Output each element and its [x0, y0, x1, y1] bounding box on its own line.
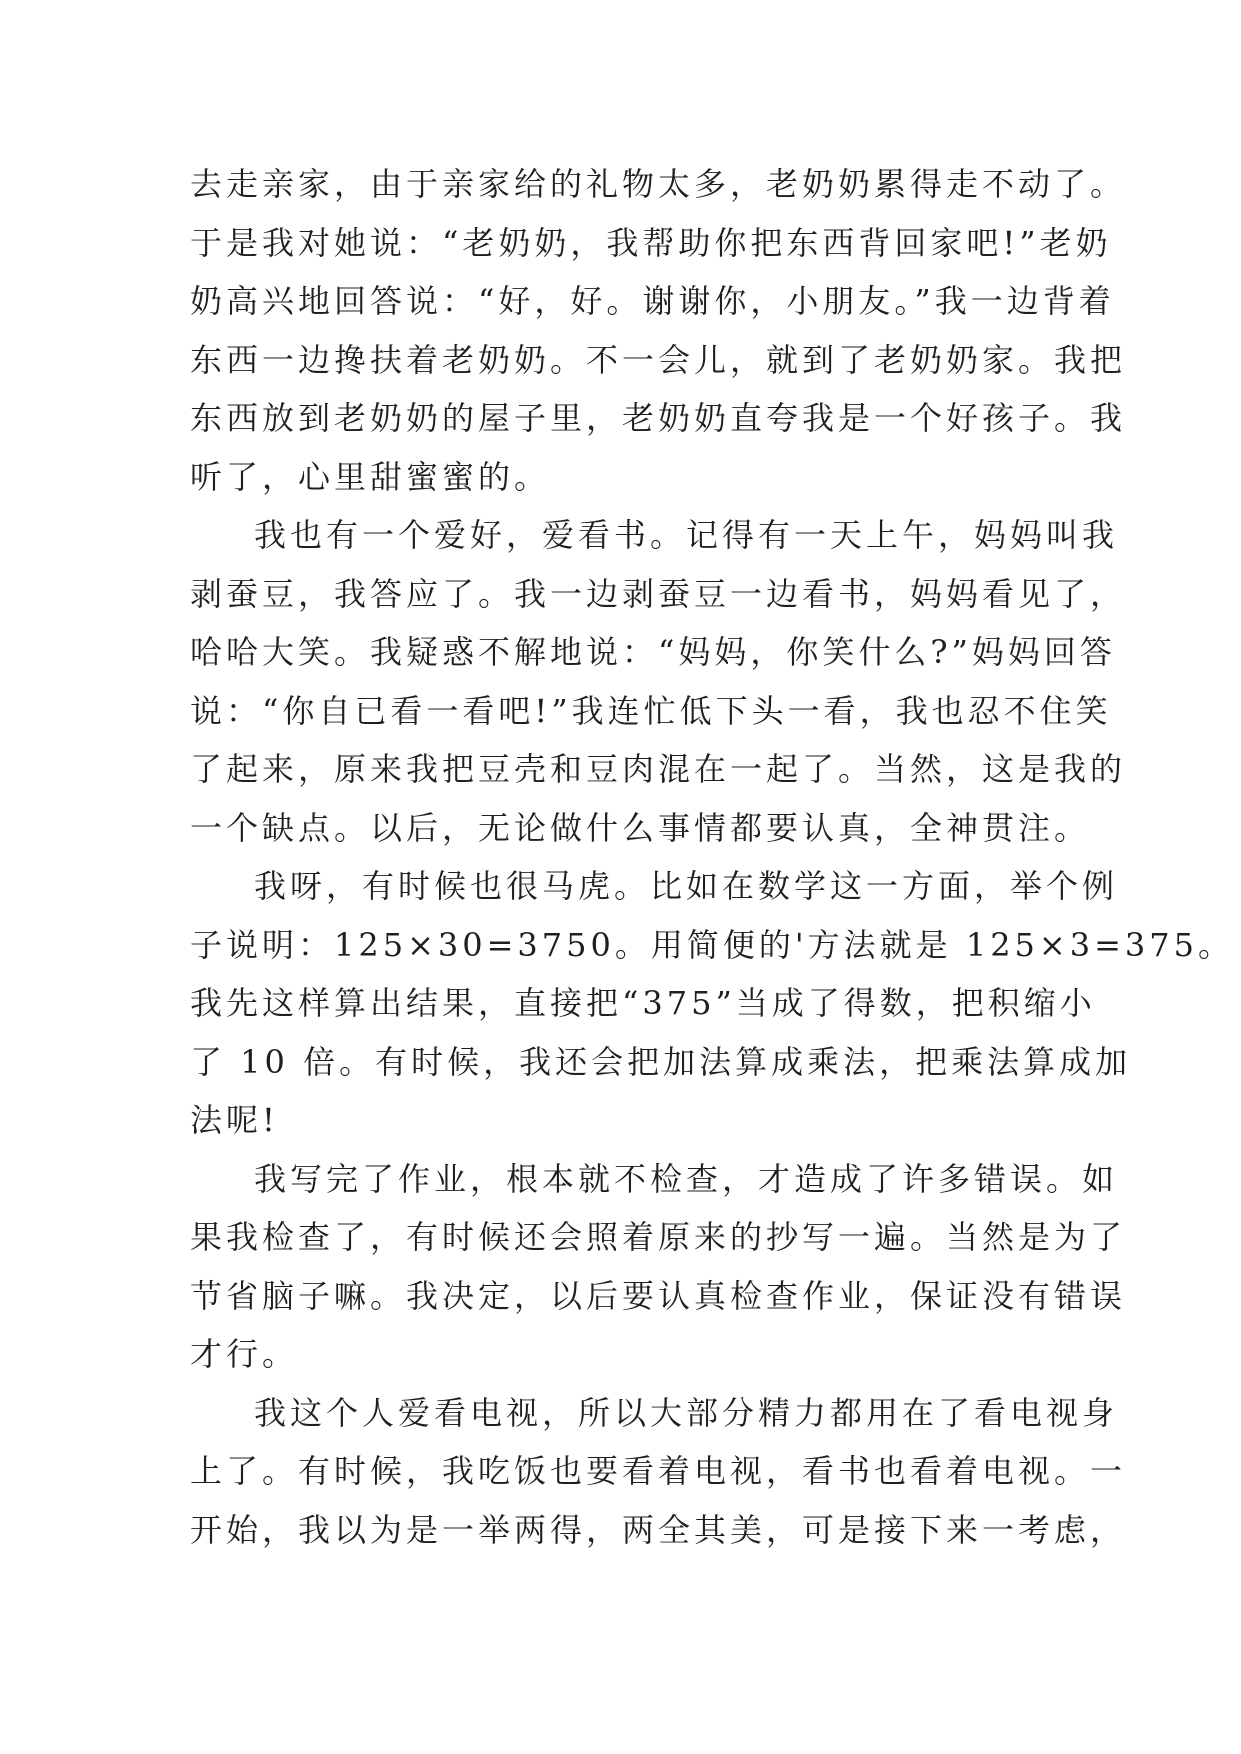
text-line: 上了。有时候，我吃饭也要看着电视，看书也看着电视。一	[190, 1452, 1127, 1490]
text-line: 果我检查了，有时候还会照着原来的抄写一遍。当然是为了	[190, 1218, 1127, 1256]
text-line: 说：“你自已看一看吧!”我连忙低下头一看，我也忍不住笑	[190, 691, 1112, 730]
text-line: 我这个人爱看电视，所以大部分精力都用在了看电视身	[254, 1393, 1119, 1432]
paragraph	[190, 857, 1234, 1150]
document-body	[190, 155, 1234, 1559]
text-line: 东西放到老奶奶的屋子里，老奶奶直夸我是一个好孩子。我	[190, 399, 1127, 437]
text-line: 于是我对她说：“老奶奶，我帮助你把东西背回家吧!”老奶	[190, 223, 1112, 262]
text-line: 法呢!	[190, 1101, 279, 1139]
text-line: 开始，我以为是一举两得，两全其美，可是接下来一考虑，	[190, 1510, 1127, 1549]
paragraph	[190, 1384, 1127, 1560]
text-line: 节省脑子嘛。我决定，以后要认真检查作业，保证没有错误	[190, 1276, 1127, 1315]
paragraph	[190, 506, 1127, 857]
paragraph	[190, 1150, 1127, 1384]
text-line: 哈哈大笑。我疑惑不解地说：“妈妈，你笑什么?”妈妈回答	[190, 633, 1116, 671]
text-line: 我先这样算出结果，直接把“375”当成了得数，把积缩小	[190, 984, 1096, 1022]
text-line: 了 10 倍。有时候，我还会把加法算成乘法，把乘法算成加	[190, 1042, 1132, 1081]
text-line: 子说明：125×30=3750。用简便的'方法就是 125×3=375。	[190, 925, 1234, 964]
text-line: 去走亲家，由于亲家给的礼物太多，老奶奶累得走不动了。	[190, 165, 1127, 203]
text-line: 听了，心里甜蜜蜜的。	[190, 457, 551, 496]
text-line: 我呀，有时候也很马虎。比如在数学这一方面，举个例	[254, 867, 1119, 905]
text-line: 剥蚕豆，我答应了。我一边剥蚕豆一边看书，妈妈看见了，	[190, 574, 1127, 613]
text-line: 一个缺点。以后，无论做什么事情都要认真，全神贯注。	[190, 808, 1091, 847]
text-line: 奶高兴地回答说：“好，好。谢谢你，小朋友。”我一边背着	[190, 282, 1115, 320]
text-line: 我也有一个爱好，爱看书。记得有一天上午，妈妈叫我	[254, 516, 1119, 554]
text-line: 才行。	[190, 1335, 299, 1373]
text-line: 了起来，原来我把豆壳和豆肉混在一起了。当然，这是我的	[190, 750, 1127, 788]
text-line: 东西一边搀扶着老奶奶。不一会儿，就到了老奶奶家。我把	[190, 340, 1127, 379]
paragraph	[190, 155, 1127, 506]
text-line: 我写完了作业，根本就不检查，才造成了许多错误。如	[254, 1159, 1119, 1198]
